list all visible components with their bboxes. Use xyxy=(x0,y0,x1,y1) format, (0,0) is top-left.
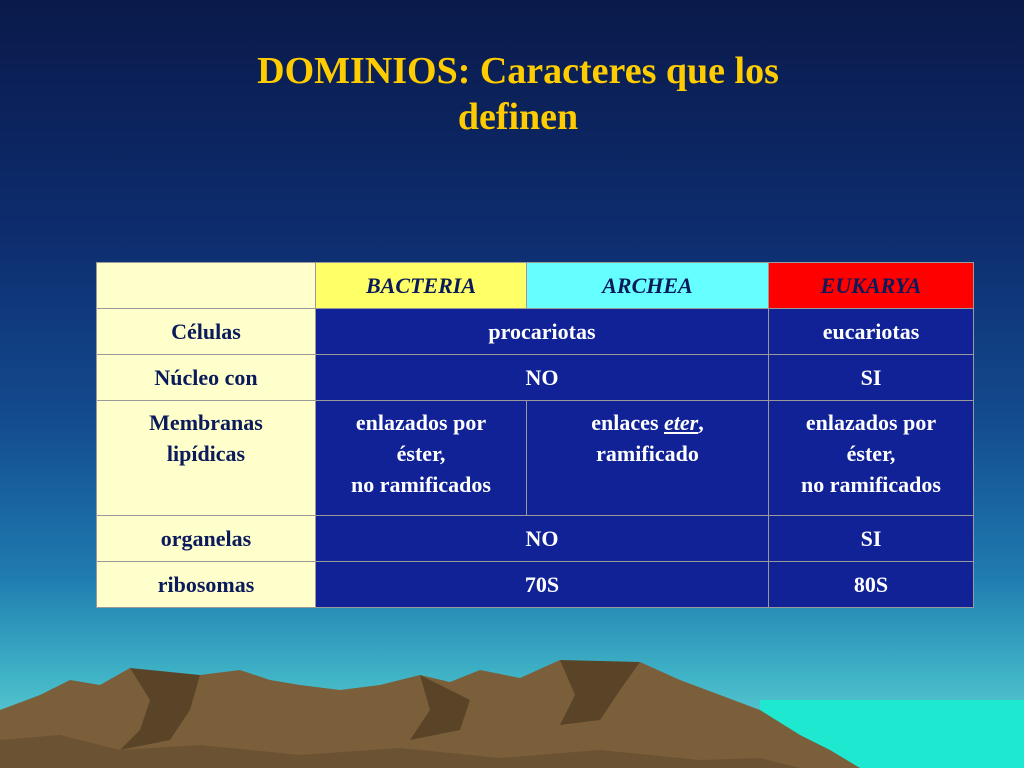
cell-membranas-archea xyxy=(527,401,769,516)
header-bacteria: BACTERIA xyxy=(316,263,527,309)
header-archea: ARCHEA xyxy=(527,263,769,309)
header-eukarya: EUKARYA xyxy=(769,263,974,309)
header-row xyxy=(97,263,974,309)
row-label-organelas: organelas xyxy=(97,516,316,562)
slide-title xyxy=(0,48,1024,140)
cell-celulas-prok: procariotas xyxy=(316,309,769,355)
mem-arc-1a: enlaces xyxy=(591,410,664,435)
cell-ribosomas-prok: 70S xyxy=(316,562,769,608)
mem-euk-3: no ramificados xyxy=(801,472,941,497)
mem-bac-3: no ramificados xyxy=(351,472,491,497)
table-row xyxy=(97,401,974,516)
cell-organelas-euk: SI xyxy=(769,516,974,562)
table-row xyxy=(97,355,974,401)
domains-table xyxy=(96,262,974,608)
membranas-label-1: Membranas xyxy=(149,410,263,435)
table-row xyxy=(97,309,974,355)
row-label-celulas: Células xyxy=(97,309,316,355)
title-line-1: DOMINIOS: Caracteres que los xyxy=(257,50,779,92)
cell-organelas-prok: NO xyxy=(316,516,769,562)
row-label-nucleo: Núcleo con xyxy=(97,355,316,401)
mem-euk-1: enlazados por xyxy=(805,410,937,435)
cell-ribosomas-euk: 80S xyxy=(769,562,974,608)
mem-bac-2: éster, xyxy=(396,441,446,466)
mountain-landscape xyxy=(0,640,1024,768)
mem-bac-1: enlazados por xyxy=(355,410,487,435)
cell-nucleo-prok: NO xyxy=(316,355,769,401)
cell-membranas-eukarya xyxy=(769,401,974,516)
mem-euk-2: éster, xyxy=(846,441,896,466)
corner-cell xyxy=(97,263,316,309)
mem-arc-1b: eter xyxy=(664,410,699,435)
cell-membranas-bacteria xyxy=(316,401,527,516)
table-row xyxy=(97,562,974,608)
table-row xyxy=(97,516,974,562)
title-line-2: definen xyxy=(457,96,579,138)
cell-celulas-euk: eucariotas xyxy=(769,309,974,355)
row-label-membranas xyxy=(97,401,316,516)
mem-arc-2: ramificado xyxy=(596,441,699,466)
row-label-ribosomas: ribosomas xyxy=(97,562,316,608)
cell-nucleo-euk: SI xyxy=(769,355,974,401)
membranas-label-2: lipídicas xyxy=(166,441,246,466)
mem-arc-1c: , xyxy=(698,410,704,435)
